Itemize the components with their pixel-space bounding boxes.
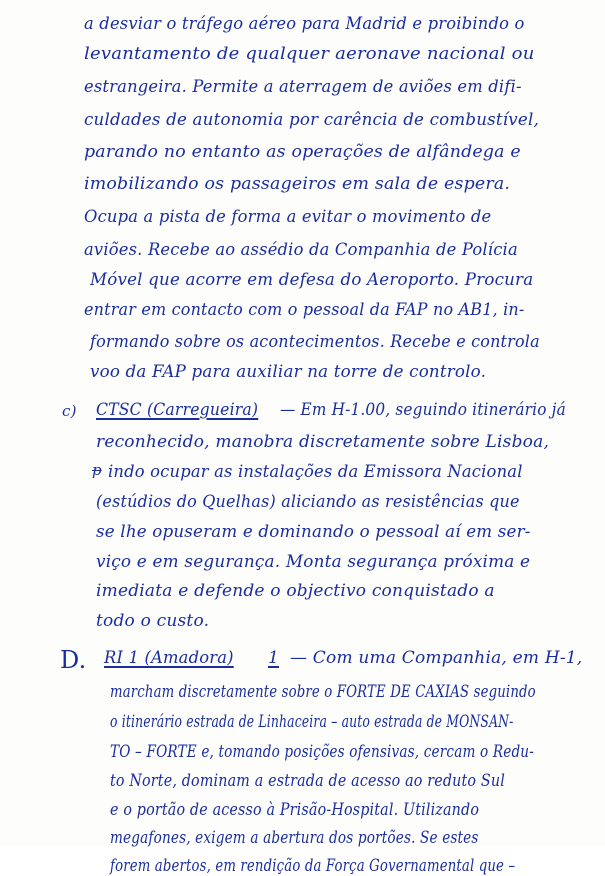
text-line-23: o itinerário estrada de Linhaceira – auto estrada de MONSAN-: [110, 712, 514, 732]
section-number-1: 1: [268, 648, 280, 668]
text-line-5: parando no entanto as operações de alfândega e: [84, 142, 521, 162]
text-line-14: reconhecido, manobra discretamente sobre Lisboa,: [96, 432, 550, 452]
text-line-1: a desviar o tráfego aéreo para Madrid e proibindo o: [84, 14, 525, 34]
text-line-15: indo ocupar as instalações da Emissora Nacional: [108, 462, 523, 482]
text-line-3: estrangeira. Permite a aterragem de aviões em difi-: [84, 77, 522, 97]
text-line-13: — Em H-1.00, seguindo itinerário já: [280, 400, 566, 420]
text-line-28: forem abertos, em rendição da Força Governamental que –: [110, 856, 516, 876]
section-c-prefix: c): [62, 402, 77, 420]
section-label-ri1: RI 1 (Amadora): [104, 648, 234, 668]
text-line-2: levantamento de qualquer aeronave nacional ou: [84, 44, 535, 64]
text-line-17: se lhe opuseram e dominando o pessoal aí em ser-: [96, 522, 531, 542]
text-line-20: todo o custo.: [96, 611, 210, 631]
text-line-16: (estúdios do Quelhas) aliciando as resistências que: [96, 492, 520, 512]
text-line-19: imediata e defende o objectivo conquistado a: [96, 581, 495, 601]
text-line-24: TO – FORTE e, tomando posições ofensivas, cercam o Redu-: [110, 742, 534, 762]
text-line-25: to Norte, dominam a estrada de acesso ao reduto Sul: [110, 771, 505, 791]
text-line-10: entrar em contacto com o pessoal da FAP no AB1, in-: [84, 300, 525, 320]
text-line-26: e o portão de acesso à Prisão-Hospital. Utilizando: [110, 800, 480, 820]
text-line-27: megafones, exigem a abertura dos portões. Se estes: [110, 828, 479, 848]
section-label-ctsc: CTSC (Carregueira): [96, 400, 259, 420]
text-line-7: Ocupa a pista de forma a evitar o movimento de: [84, 207, 492, 227]
text-line-11: formando sobre os acontecimentos. Recebe e controla: [90, 332, 540, 352]
text-line-6: imobilizando os passageiros em sala de espera.: [84, 174, 511, 194]
text-line-22: marcham discretamente sobre o FORTE DE CAXIAS seguindo: [110, 682, 536, 702]
text-line-18: viço e em segurança. Monta segurança próxima e: [96, 552, 531, 572]
section-letter-d: D.: [60, 646, 87, 674]
text-line-4: culdades de autonomia por carência de combustível,: [84, 110, 539, 130]
text-line-9: Móvel que acorre em defesa do Aeroporto. Procura: [90, 270, 534, 290]
text-line-8: aviões. Recebe ao assédio da Companhia de Polícia: [84, 240, 518, 260]
struck-letter: p: [92, 461, 102, 479]
text-line-12: voo da FAP para auxiliar na torre de controlo.: [90, 362, 487, 382]
text-line-21: — Com uma Companhia, em H-1,: [290, 648, 583, 668]
